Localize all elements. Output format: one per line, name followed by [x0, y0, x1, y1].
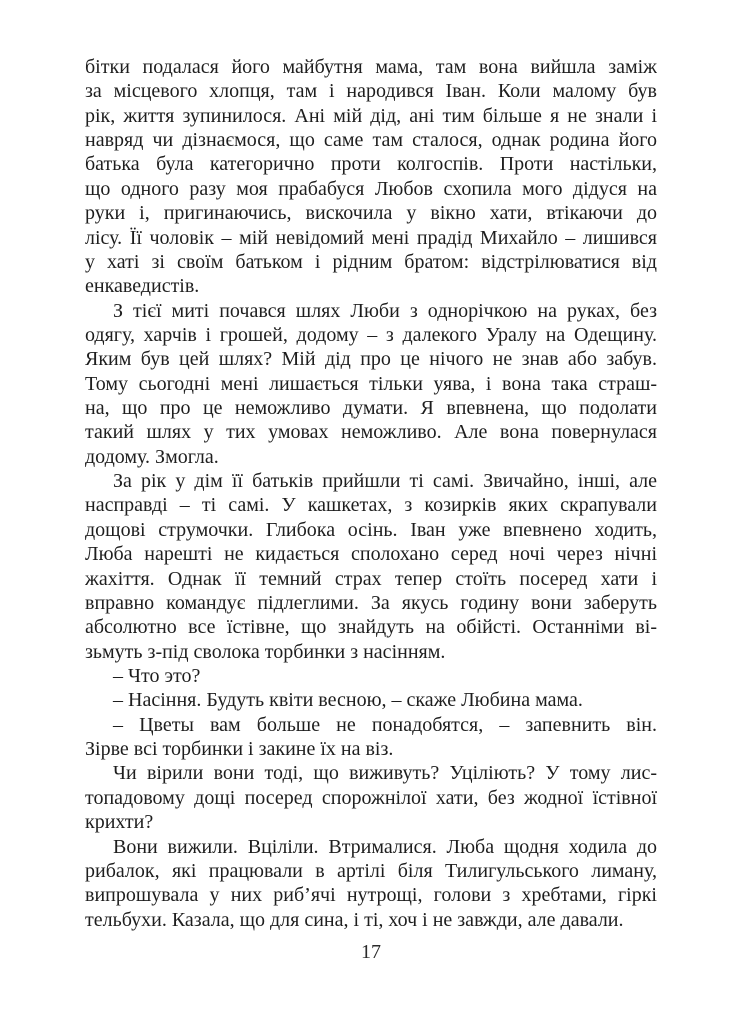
text-line: Яким був цей шлях? Мій дід про це нічого не знав або забув. [85, 348, 657, 371]
text-line: навряд чи дізнаємося, що саме там сталося, однак родина його [85, 129, 657, 152]
paragraph [85, 688, 657, 712]
text-line: крихти? [85, 811, 154, 834]
text-line: що одного разу моя прабабуся Любов схопила мого дідуся на [85, 177, 657, 200]
text-line: Зірве всі торбинки і закине їх на віз. [85, 738, 394, 761]
text-line: З тієї миті почався шлях Люби з однорічкою на руках, без [113, 299, 657, 322]
text-line: лісу. Її чоловік – мій невідомий мені прадід Михайло – лишився [85, 226, 657, 249]
text-line: дощові струмочки. Глибока осінь. Іван уже впевнено ходить, [85, 518, 657, 541]
paragraph [85, 55, 657, 299]
text-line: вправно командує підлеглими. За якусь годину вони заберуть [85, 591, 657, 614]
text-line: батька була категорично проти колгоспів. Проти настільки, [85, 153, 657, 176]
paragraph [85, 835, 657, 932]
text-line: абсолютно все їстівне, що знайдуть на обійсті. Останніми ві- [85, 616, 657, 639]
text-line: Тому сьогодні мені лишається тільки уява, і вона така страш- [85, 372, 657, 395]
text-line: зьмуть з-під сволока торбинки з насінням. [85, 640, 446, 663]
text-line: За рік у дім її батьків прийшли ті самі. Звичайно, інші, але [113, 470, 657, 493]
text-line: – Цветы вам больше не понадобятся, – запевнить він. [113, 713, 657, 736]
paragraph [85, 713, 657, 762]
text-line: у хаті зі своїм батьком і рідним братом: відстрілюватися від [85, 250, 657, 273]
text-line: бітки подалася його майбутня мама, там вона вийшла заміж [85, 56, 657, 78]
paragraph [85, 299, 657, 470]
text-line: такий шлях у тих умовах неможливо. Але вона повернулася [85, 421, 657, 444]
text-line: рибалок, які працювали в артілі біля Тилигульського лиману, [85, 859, 657, 882]
text-line: тельбухи. Казала, що для сина, і ті, хоч і не завжди, але давали. [85, 908, 624, 931]
text-line: рік, життя зупинилося. Ані мій дід, ані тим більше я не знали і [85, 104, 657, 127]
text-line: Люба нарешті не кидається сполохано серед ночі через нічні [85, 543, 657, 566]
text-line: додому. Змогла. [85, 445, 219, 468]
text-line: руки і, пригинаючись, вискочила у вікно хати, втікаючи до [85, 202, 657, 225]
text-line: Чи вірили вони тоді, що виживуть? Уціліють? У тому лис- [113, 762, 657, 785]
paragraph [85, 761, 657, 834]
text-line: насправді – ті самі. У кашкетах, з козирків яких скрапували [85, 494, 657, 517]
paragraph [85, 664, 657, 688]
text-line: топадовому дощі посеред спорожнілої хати, без жодної їстівної [85, 786, 657, 809]
text-line: одягу, харчів і грошей, додому – з далекого Уралу на Одещину. [85, 323, 657, 346]
text-line: випрошувала у них риб’ячі нутрощі, голови з хребтами, гіркі [85, 884, 657, 907]
text-line: енкаведистів. [85, 275, 200, 298]
text-line: на, що про це неможливо думати. Я впевнена, що подолати [85, 397, 657, 420]
page-number: 17 [361, 941, 381, 963]
text-line: Вони вижили. Вціліли. Втрималися. Люба щодня ходила до [113, 835, 657, 858]
text-line: жахіття. Однак її темний страх тепер стоїть посеред хати і [85, 567, 657, 590]
text-line: – Что это? [113, 664, 201, 687]
text-line: – Насіння. Будуть квіти весною, – скаже Любина мама. [113, 689, 583, 712]
page-text [85, 55, 657, 932]
text-line: за місцевого хлопця, там і народився Іван. Коли малому був [85, 80, 657, 103]
paragraph [85, 469, 657, 664]
